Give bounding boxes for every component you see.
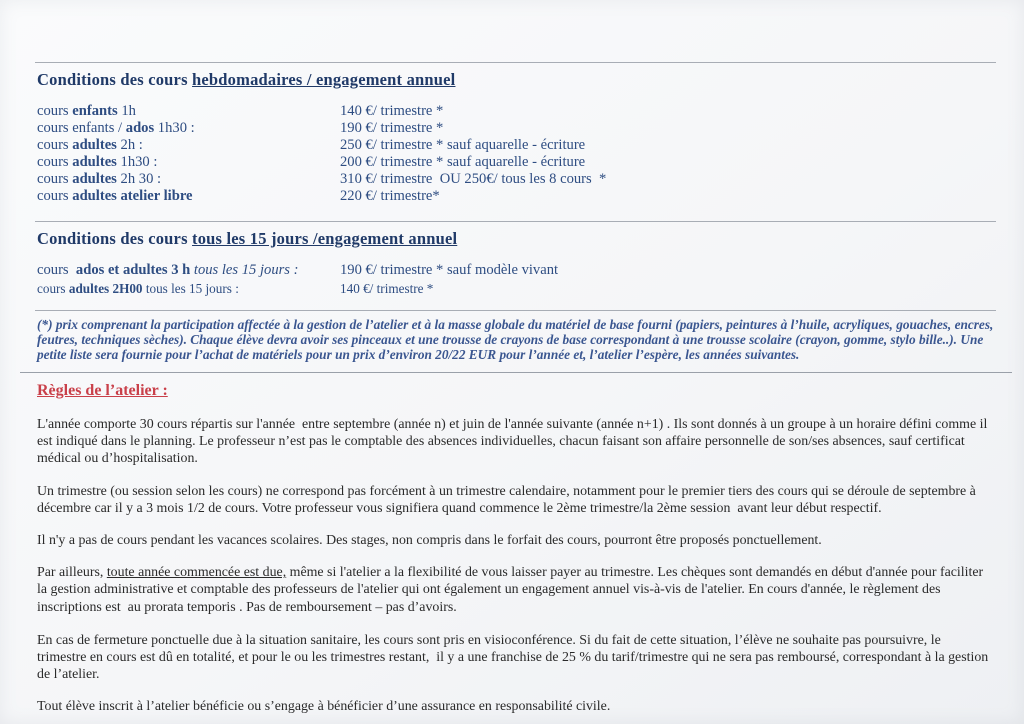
rules-paragraph-sanitary-closure: En cas de fermeture ponctuelle due à la situation sanitaire, les cours sont pris en visioconférence. Si du fait de cette situation, l’élève ne souhaite pas poursuivre, le trimestre en cours est dû en totalité, et pour le ou les trimestres restant, il y a une franchise de 25 % du tarif/trimestre qui ne sera pas remboursé, correspondant à la gestion de l’atelier. — [37, 632, 992, 683]
top-margin — [0, 0, 1024, 62]
weekly-price-table — [37, 103, 994, 205]
divider — [35, 62, 996, 63]
rules-paragraph-year-structure: L'année comporte 30 cours répartis sur l'année entre septembre (année n) et juin de l'année suivante (année n+1) . Ils sont donnés à un groupe à un horaire défini comme il est indiqué dans le planning. Le professeur n’est pas le comptable des absences individuelles, chacun faisant son affaire personnelle de son/ses absences, sauf certificat médical ou d’hospitalisation. — [37, 417, 991, 467]
divider — [35, 221, 996, 222]
price-row-label: cours adultes 1h30 : — [37, 154, 158, 170]
rules-heading: Règles de l’atelier : — [37, 382, 168, 399]
price-row-label: cours ados et adultes 3 h tous les 15 jours : — [37, 262, 299, 278]
price-row-value: 200 €/ trimestre * sauf aquarelle - écriture — [340, 154, 586, 170]
price-row-value: 310 €/ trimestre OU 250€/ tous les 8 cours * — [340, 171, 607, 187]
price-row-value: 140 €/ trimestre * — [340, 280, 434, 296]
spacer — [0, 362, 1024, 372]
price-row-label: cours adultes 2H00 tous les 15 jours : — [37, 280, 239, 296]
spacer — [0, 297, 1024, 310]
price-row-label: cours enfants 1h — [37, 103, 136, 119]
materials-fee-note: (*) prix comprenant la participation affectée à la gestion de l’atelier et à la masse globale du matériel de base fourni (papiers, peintures à l’huile, acryliques, gouaches, encres, feutres, techniques sèches). Chaque élève devra avoir ses pinceaux et une trousse de crayons de base correspondant à une trousse scolaire (crayon, gomme, stylo bille..). Une petite liste sera fournie pour l’achat de matériels pour un prix d’environ 20/22 EUR pour l’année et, l’atelier l’espère, les années suivantes. — [37, 317, 994, 362]
price-row-value: 190 €/ trimestre * sauf modèle vivant — [340, 262, 559, 278]
spacer — [0, 205, 1024, 221]
biweekly-section-heading: Conditions des cours tous les 15 jours /engagement annuel — [37, 229, 458, 248]
price-row-value: 250 €/ trimestre * sauf aquarelle - écriture — [340, 137, 586, 153]
biweekly-price-table — [37, 262, 994, 297]
rules-paragraph-payment: Par ailleurs, toute année commencée est due, même si l'atelier a la flexibilité de vous laisser payer au trimestre. Les chèques sont demandés en début d'année pour faciliter la gestion administrative et comptable des professeurs de l'atelier qui ont également un engagement annuel vis-à-vis de l'atelier. En cours d'année, le règlement des inscriptions est au prorata temporis . Pas de remboursement – pas d’avoirs. — [37, 565, 987, 615]
rules-paragraph-insurance: Tout élève inscrit à l’atelier bénéficie ou s’engage à bénéficier d’une assurance en responsabilité civile. — [37, 699, 611, 715]
rules-paragraph-trimester: Un trimestre (ou session selon les cours) ne correspond pas forcément à un trimestre calendaire, notamment pour le premier tiers des cours qui se déroule de septembre à décembre car il y a 3 mois 1/2 de cours. Votre professeur vous signifiera quand commence le 2ème trimestre/la 2ème session avant leur début respectif. — [37, 483, 980, 516]
price-row-value: 190 €/ trimestre * — [340, 120, 444, 136]
weekly-section-heading: Conditions des cours hebdomadaires / engagement annuel — [37, 70, 456, 89]
divider — [20, 372, 1012, 373]
price-row-label: cours enfants / ados 1h30 : — [37, 120, 195, 136]
price-row-value: 140 €/ trimestre * — [340, 103, 444, 119]
price-row-value: 220 €/ trimestre* — [340, 188, 440, 204]
price-row-label: cours adultes 2h : — [37, 137, 143, 153]
price-row-label: cours adultes 2h 30 : — [37, 171, 162, 187]
price-row-label: cours adultes atelier libre — [37, 188, 193, 204]
divider — [35, 310, 996, 311]
rules-paragraph-holidays: Il n'y a pas de cours pendant les vacances scolaires. Des stages, non compris dans le forfait des cours, pourront être proposés ponctuellement. — [37, 533, 822, 549]
